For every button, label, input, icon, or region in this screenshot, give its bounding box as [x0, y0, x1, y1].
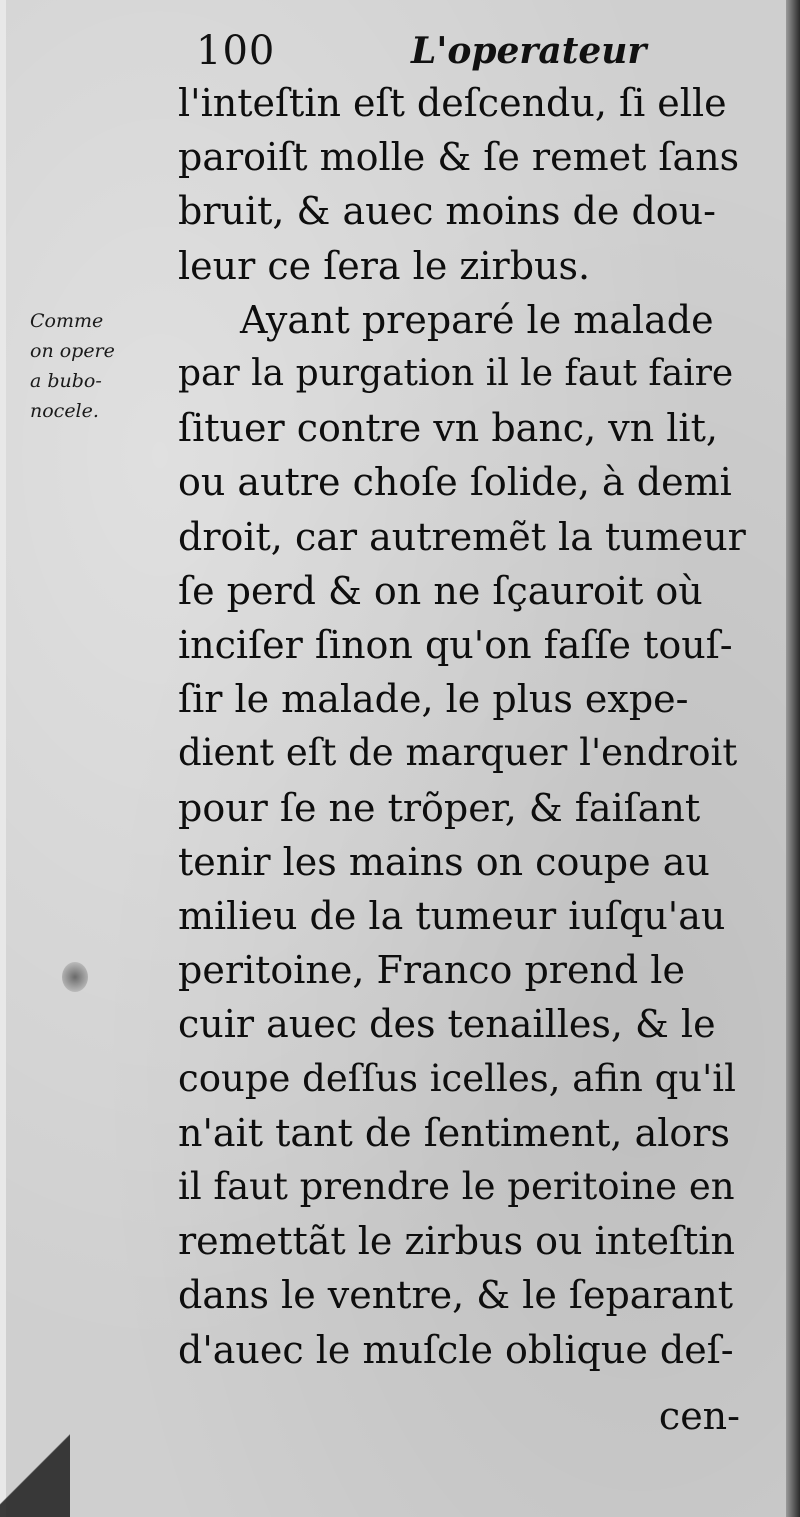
text-line: tenir les mains on coupe au — [178, 839, 710, 884]
text-line: il faut prendre le peritoine en — [178, 1165, 735, 1209]
margin-note-line: on opere — [30, 340, 115, 362]
running-head: L'operateur — [411, 30, 647, 72]
margin-note — [30, 306, 160, 426]
text-line: leur ce ſera le zirbus. — [178, 243, 591, 288]
text-line: dans le ventre, & le ſeparant — [178, 1273, 733, 1318]
margin-note-line: a bubo- — [30, 370, 102, 392]
book-spine-shadow — [786, 0, 800, 1517]
text-line: ſir le malade, le plus expe- — [178, 677, 689, 722]
text-line: l'inteſtin eſt deſcendu, ſi elle — [178, 81, 727, 125]
text-line: ſituer contre vn banc, vn lit, — [178, 406, 718, 451]
page-edge — [0, 0, 6, 1517]
text-line: par la purgation il le faut faire — [178, 353, 734, 395]
text-line: milieu de la tumeur iuſqu'au — [178, 894, 726, 939]
text-line: coupe deſſus icelles, afin qu'il — [178, 1056, 736, 1100]
text-line: d'auec le muſcle oblique deſ- — [178, 1327, 734, 1372]
text-line: ou autre choſe ſolide, à demi — [178, 460, 732, 505]
text-line: remettãt le zirbus ou inteſtin — [178, 1219, 735, 1264]
text-line: pour ſe ne trõper, & faiſant — [178, 785, 701, 830]
text-line: inciſer ſinon qu'on faſſe touſ- — [178, 623, 733, 668]
text-line: ſe perd & on ne ſçauroit où — [178, 568, 703, 613]
margin-note-line: nocele. — [30, 400, 99, 422]
text-line: n'ait tant de ſentiment, alors — [178, 1110, 730, 1155]
margin-note-line: Comme — [30, 310, 104, 332]
text-line: paroiſt molle & ſe remet ſans — [178, 135, 740, 180]
page-corner-shadow — [0, 1420, 70, 1517]
text-line: dient eſt de marquer l'endroit — [178, 731, 738, 775]
text-line-paragraph-start: Ayant preparé le malade — [240, 297, 714, 342]
paper-stain — [62, 962, 88, 992]
text-line: droit, car autremẽt la tumeur — [178, 514, 746, 559]
page-header — [196, 20, 647, 80]
body-text — [178, 76, 748, 1377]
text-line: cuir auec des tenailles, & le — [178, 1002, 716, 1047]
text-line: bruit, & auec moins de dou- — [178, 189, 716, 234]
catchword: cen- — [658, 1394, 740, 1438]
text-line: peritoine, Franco prend le — [178, 948, 685, 993]
page-number: 100 — [196, 28, 276, 74]
